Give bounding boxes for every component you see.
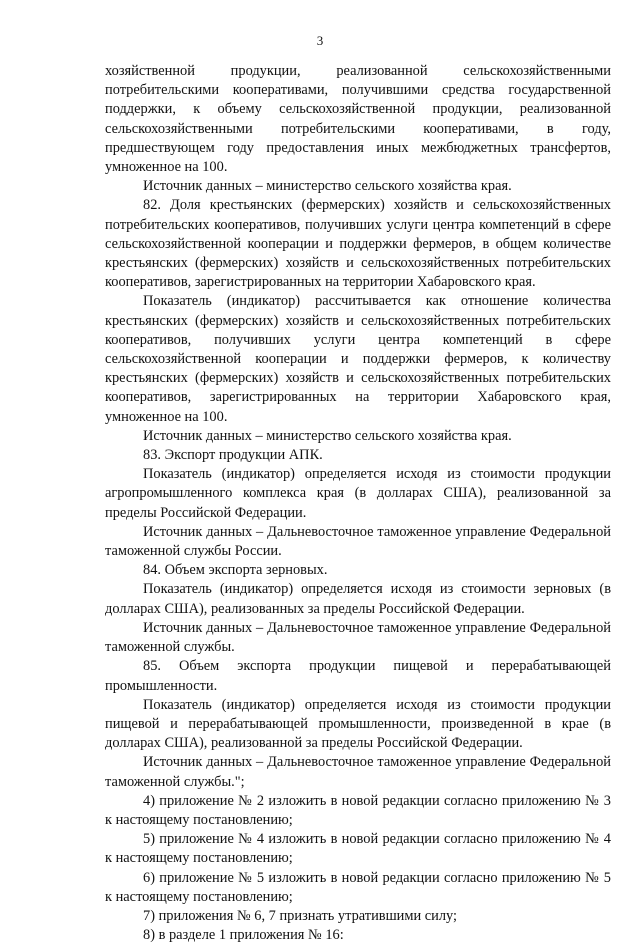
document-body: [105, 62, 611, 945]
paragraph: Показатель (индикатор) определяется исходя из стоимости продукции пищевой и перерабатывающей промышленности, произведенной в крае (в долларах США), реализованной за пределы Российской Федерации.: [105, 696, 611, 752]
paragraph: 6) приложение № 5 изложить в новой редакции согласно приложению № 5 к настоящему постановлению;: [105, 869, 611, 905]
page-number: 3: [316, 33, 324, 48]
paragraph: 83. Экспорт продукции АПК.: [143, 447, 323, 464]
paragraph: Источник данных – министерство сельского хозяйства края.: [143, 427, 512, 444]
paragraph: Показатель (индикатор) определяется исходя из стоимости продукции агропромышленного комплекса края (в долларах США), реализованной за пределы Российской Федерации.: [105, 466, 611, 521]
paragraph: Показатель (индикатор) рассчитывается как отношение количества крестьянских (фермерских) хозяйств и сельскохозяйственных потребительских кооперативов, получивших услуги центра компетенций в сфере сельскохозяйственной кооперации и поддержки фермеров, к количеству крестьянских (фермерских) хозяйств и сельскохозяйственных потребительских кооперативов, зарегистрированных на территории Хабаровского края, умноженное на 100.: [105, 293, 611, 425]
paragraph: 4) приложение № 2 изложить в новой редакции согласно приложению № 3 к настоящему постановлению;: [105, 792, 611, 828]
paragraph: 84. Объем экспорта зерновых.: [143, 562, 328, 579]
paragraph: Показатель (индикатор) определяется исходя из стоимости зерновых (в долларах США), реализованных за пределы Российской Федерации.: [105, 581, 611, 617]
paragraph: 7) приложения № 6, 7 признать утратившими силу;: [143, 907, 458, 924]
paragraph: Источник данных – Дальневосточное таможенное управление Федеральной таможенной службы России.: [105, 523, 611, 560]
paragraph: хозяйственной продукции, реализованной сельскохозяйственными потребительскими кооперативами, получившими средства государственной поддержки, к объему сельскохозяйственной продукции, реализованной сельскохозяйственными потребительскими кооперативами, в году, предшествующем году предоставления иных межбюджетных трансфертов, умноженное на 100.: [105, 63, 611, 176]
paragraph: Источник данных – Дальневосточное таможенное управление Федеральной таможенной службы.: [105, 619, 611, 656]
paragraph: 85. Объем экспорта продукции пищевой и перерабатывающей промышленности.: [105, 658, 611, 694]
paragraph: Источник данных – министерство сельского хозяйства края.: [143, 178, 512, 195]
paragraph: Источник данных – Дальневосточное таможенное управление Федеральной таможенной службы.";: [105, 754, 611, 790]
paragraph: 5) приложение № 4 изложить в новой редакции согласно приложению № 4 к настоящему постановлению;: [105, 831, 611, 867]
paragraph: 8) в разделе 1 приложения № 16:: [143, 927, 344, 944]
paragraph: 82. Доля крестьянских (фермерских) хозяйств и сельскохозяйственных потребительских кооперативов, получивших услуги центра компетенций в сфере сельскохозяйственной кооперации и поддержки фермеров, в общем количестве крестьянских (фермерских) хозяйств и сельскохозяйственных потребительских кооперативов, зарегистрированных на территории Хабаровского края.: [105, 197, 611, 291]
